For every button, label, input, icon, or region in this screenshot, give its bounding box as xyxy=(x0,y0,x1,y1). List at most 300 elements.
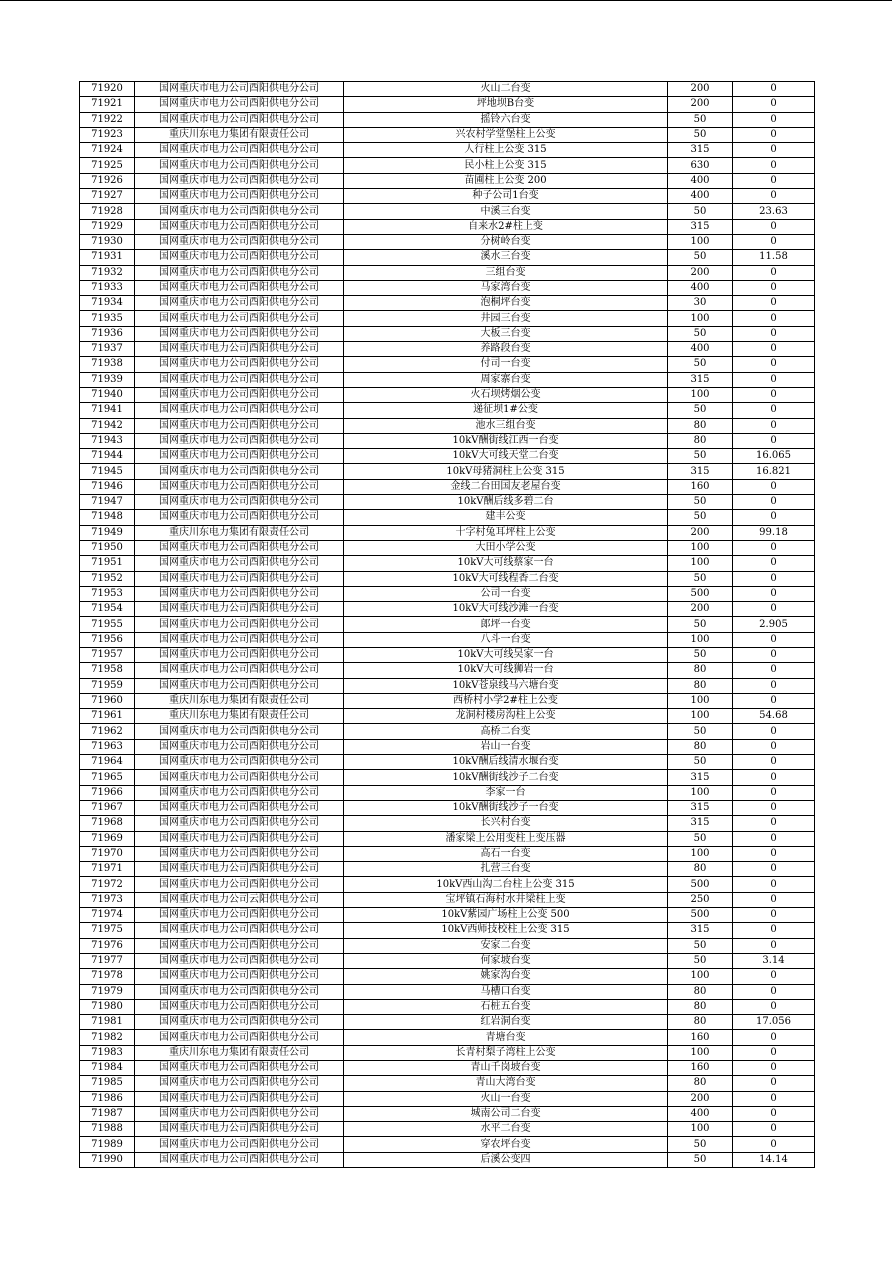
capacity-cell: 50 xyxy=(668,495,733,510)
table-row xyxy=(80,892,815,907)
transformer-name-cell: 井园三台变 xyxy=(344,311,668,326)
company-cell: 国网重庆市电力公司酉阳供电分公司 xyxy=(135,189,344,204)
row-id-cell: 71955 xyxy=(80,617,135,632)
table-row xyxy=(80,127,815,142)
transformer-name-cell: 马家湾台变 xyxy=(344,280,668,295)
table-row xyxy=(80,999,815,1014)
capacity-cell: 200 xyxy=(668,602,733,617)
capacity-cell: 80 xyxy=(668,739,733,754)
table-row xyxy=(80,923,815,938)
company-cell: 国网重庆市电力公司酉阳供电分公司 xyxy=(135,1015,344,1030)
company-cell: 国网重庆市电力公司酉阳供电分公司 xyxy=(135,556,344,571)
capacity-cell: 400 xyxy=(668,173,733,188)
value-cell: 0 xyxy=(733,143,815,158)
row-id-cell: 71933 xyxy=(80,280,135,295)
company-cell: 国网重庆市电力公司酉阳供电分公司 xyxy=(135,908,344,923)
transformer-name-cell: 潘家梁上公用变柱上变压器 xyxy=(344,831,668,846)
table-row xyxy=(80,296,815,311)
table-row xyxy=(80,403,815,418)
row-id-cell: 71935 xyxy=(80,311,135,326)
value-cell: 0 xyxy=(733,1030,815,1045)
company-cell: 国网重庆市电力公司酉阳供电分公司 xyxy=(135,112,344,127)
capacity-cell: 100 xyxy=(668,556,733,571)
transformer-name-cell: 石桩五台变 xyxy=(344,999,668,1014)
table-row xyxy=(80,158,815,173)
row-id-cell: 71985 xyxy=(80,1076,135,1091)
capacity-cell: 200 xyxy=(668,82,733,97)
row-id-cell: 71949 xyxy=(80,525,135,540)
value-cell: 0 xyxy=(733,800,815,815)
transformer-name-cell: 八斗一台变 xyxy=(344,632,668,647)
company-cell: 国网重庆市电力公司酉阳供电分公司 xyxy=(135,418,344,433)
company-cell: 国网重庆市电力公司酉阳供电分公司 xyxy=(135,647,344,662)
transformer-name-cell: 种子公司1台变 xyxy=(344,189,668,204)
table-row xyxy=(80,510,815,525)
value-cell: 0 xyxy=(733,342,815,357)
company-cell: 国网重庆市电力公司酉阳供电分公司 xyxy=(135,663,344,678)
value-cell: 0 xyxy=(733,678,815,693)
capacity-cell: 50 xyxy=(668,250,733,265)
company-cell: 国网重庆市电力公司酉阳供电分公司 xyxy=(135,449,344,464)
company-cell: 国网重庆市电力公司酉阳供电分公司 xyxy=(135,785,344,800)
transformer-name-cell: 龙洞村楼房沟柱上公变 xyxy=(344,709,668,724)
row-id-cell: 71982 xyxy=(80,1030,135,1045)
value-cell: 0 xyxy=(733,831,815,846)
value-cell: 0 xyxy=(733,908,815,923)
row-id-cell: 71942 xyxy=(80,418,135,433)
value-cell: 99.18 xyxy=(733,525,815,540)
value-cell: 0 xyxy=(733,816,815,831)
value-cell: 0 xyxy=(733,540,815,555)
table-row xyxy=(80,204,815,219)
transformer-name-cell: 金线二台田国友老屋台变 xyxy=(344,479,668,494)
value-cell: 0 xyxy=(733,1122,815,1137)
table-row xyxy=(80,418,815,433)
transformer-name-cell: 10kV酬街线沙子一台变 xyxy=(344,800,668,815)
table-row xyxy=(80,984,815,999)
transformer-name-cell: 摇铃六台变 xyxy=(344,112,668,127)
value-cell: 0 xyxy=(733,739,815,754)
capacity-cell: 80 xyxy=(668,862,733,877)
capacity-cell: 500 xyxy=(668,877,733,892)
table-row xyxy=(80,953,815,968)
capacity-cell: 50 xyxy=(668,953,733,968)
transformer-name-cell: 10kV母猪洞柱上公变 315 xyxy=(344,464,668,479)
table-row xyxy=(80,938,815,953)
row-id-cell: 71959 xyxy=(80,678,135,693)
capacity-cell: 100 xyxy=(668,709,733,724)
transformer-table xyxy=(79,81,815,1168)
company-cell: 国网重庆市电力公司酉阳供电分公司 xyxy=(135,280,344,295)
row-id-cell: 71979 xyxy=(80,984,135,999)
table-row xyxy=(80,755,815,770)
row-id-cell: 71980 xyxy=(80,999,135,1014)
value-cell: 54.68 xyxy=(733,709,815,724)
value-cell: 0 xyxy=(733,1106,815,1121)
table-row xyxy=(80,816,815,831)
value-cell: 0 xyxy=(733,265,815,280)
value-cell: 0 xyxy=(733,862,815,877)
table-row xyxy=(80,112,815,127)
company-cell: 国网重庆市电力公司酉阳供电分公司 xyxy=(135,969,344,984)
transformer-name-cell: 公司一台变 xyxy=(344,586,668,601)
value-cell: 0 xyxy=(733,693,815,708)
transformer-name-cell: 扎营三台变 xyxy=(344,862,668,877)
transformer-name-cell: 李家一台 xyxy=(344,785,668,800)
row-id-cell: 71951 xyxy=(80,556,135,571)
transformer-name-cell: 溪水三台变 xyxy=(344,250,668,265)
company-cell: 国网重庆市电力公司酉阳供电分公司 xyxy=(135,387,344,402)
transformer-name-cell: 养路段台变 xyxy=(344,342,668,357)
company-cell: 国网重庆市电力公司酉阳供电分公司 xyxy=(135,495,344,510)
row-id-cell: 71924 xyxy=(80,143,135,158)
company-cell: 国网重庆市电力公司酉阳供电分公司 xyxy=(135,204,344,219)
table-row xyxy=(80,219,815,234)
table-row xyxy=(80,739,815,754)
company-cell: 国网重庆市电力公司酉阳供电分公司 xyxy=(135,357,344,372)
row-id-cell: 71922 xyxy=(80,112,135,127)
row-id-cell: 71973 xyxy=(80,892,135,907)
capacity-cell: 50 xyxy=(668,617,733,632)
company-cell: 国网重庆市电力公司酉阳供电分公司 xyxy=(135,953,344,968)
capacity-cell: 100 xyxy=(668,846,733,861)
company-cell: 国网重庆市电力公司酉阳供电分公司 xyxy=(135,540,344,555)
company-cell: 国网重庆市电力公司酉阳供电分公司 xyxy=(135,342,344,357)
capacity-cell: 100 xyxy=(668,234,733,249)
value-cell: 0 xyxy=(733,127,815,142)
value-cell: 0 xyxy=(733,510,815,525)
row-id-cell: 71988 xyxy=(80,1122,135,1137)
value-cell: 0 xyxy=(733,403,815,418)
company-cell: 国网重庆市电力公司酉阳供电分公司 xyxy=(135,311,344,326)
capacity-cell: 80 xyxy=(668,999,733,1014)
value-cell: 0 xyxy=(733,296,815,311)
row-id-cell: 71983 xyxy=(80,1045,135,1060)
company-cell: 国网重庆市电力公司酉阳供电分公司 xyxy=(135,984,344,999)
transformer-name-cell: 周家寨台变 xyxy=(344,372,668,387)
capacity-cell: 315 xyxy=(668,219,733,234)
transformer-name-cell: 10kV大可线程香二台变 xyxy=(344,571,668,586)
transformer-name-cell: 10kV西山沟二台柱上公变 315 xyxy=(344,877,668,892)
company-cell: 国网重庆市电力公司酉阳供电分公司 xyxy=(135,1030,344,1045)
capacity-cell: 200 xyxy=(668,97,733,112)
row-id-cell: 71984 xyxy=(80,1061,135,1076)
company-cell: 国网重庆市电力公司酉阳供电分公司 xyxy=(135,219,344,234)
row-id-cell: 71965 xyxy=(80,770,135,785)
transformer-name-cell: 西桥村小学2#柱上公变 xyxy=(344,693,668,708)
value-cell: 0 xyxy=(733,418,815,433)
table-row xyxy=(80,586,815,601)
company-cell: 国网重庆市电力公司酉阳供电分公司 xyxy=(135,250,344,265)
table-row xyxy=(80,479,815,494)
table-row xyxy=(80,357,815,372)
transformer-name-cell: 高桥二台变 xyxy=(344,724,668,739)
row-id-cell: 71989 xyxy=(80,1137,135,1152)
table-row xyxy=(80,280,815,295)
capacity-cell: 315 xyxy=(668,372,733,387)
transformer-name-cell: 建丰公变 xyxy=(344,510,668,525)
row-id-cell: 71961 xyxy=(80,709,135,724)
transformer-name-cell: 人行柱上公变 315 xyxy=(344,143,668,158)
company-cell: 国网重庆市电力公司酉阳供电分公司 xyxy=(135,800,344,815)
transformer-name-cell: 马槽口台变 xyxy=(344,984,668,999)
value-cell: 14.14 xyxy=(733,1152,815,1167)
value-cell: 0 xyxy=(733,632,815,647)
row-id-cell: 71960 xyxy=(80,693,135,708)
row-id-cell: 71923 xyxy=(80,127,135,142)
transformer-name-cell: 分树岭台变 xyxy=(344,234,668,249)
table-row xyxy=(80,342,815,357)
value-cell: 3.14 xyxy=(733,953,815,968)
company-cell: 国网重庆市电力公司酉阳供电分公司 xyxy=(135,433,344,448)
transformer-name-cell: 中溪三台变 xyxy=(344,204,668,219)
transformer-name-cell: 10kV大可线狮岩一台 xyxy=(344,663,668,678)
value-cell: 0 xyxy=(733,1091,815,1106)
table-row xyxy=(80,1152,815,1167)
value-cell: 17.056 xyxy=(733,1015,815,1030)
table-row xyxy=(80,1137,815,1152)
transformer-name-cell: 10kV大可线吴家一台 xyxy=(344,647,668,662)
value-cell: 0 xyxy=(733,311,815,326)
transformer-name-cell: 10kV西师技校柱上公变 315 xyxy=(344,923,668,938)
row-id-cell: 71981 xyxy=(80,1015,135,1030)
capacity-cell: 100 xyxy=(668,785,733,800)
company-cell: 重庆川东电力集团有限责任公司 xyxy=(135,709,344,724)
table-row xyxy=(80,525,815,540)
capacity-cell: 315 xyxy=(668,923,733,938)
transformer-name-cell: 坪地坝B台变 xyxy=(344,97,668,112)
capacity-cell: 100 xyxy=(668,969,733,984)
row-id-cell: 71925 xyxy=(80,158,135,173)
capacity-cell: 100 xyxy=(668,311,733,326)
transformer-name-cell: 安家二台变 xyxy=(344,938,668,953)
row-id-cell: 71929 xyxy=(80,219,135,234)
capacity-cell: 50 xyxy=(668,204,733,219)
transformer-name-cell: 兴农村学堂堡柱上公变 xyxy=(344,127,668,142)
row-id-cell: 71963 xyxy=(80,739,135,754)
table-row xyxy=(80,540,815,555)
row-id-cell: 71978 xyxy=(80,969,135,984)
capacity-cell: 250 xyxy=(668,892,733,907)
value-cell: 0 xyxy=(733,1137,815,1152)
value-cell: 0 xyxy=(733,770,815,785)
row-id-cell: 71943 xyxy=(80,433,135,448)
company-cell: 国网重庆市电力公司酉阳供电分公司 xyxy=(135,602,344,617)
table-row xyxy=(80,1076,815,1091)
row-id-cell: 71950 xyxy=(80,540,135,555)
value-cell: 0 xyxy=(733,112,815,127)
transformer-name-cell: 青山大湾台变 xyxy=(344,1076,668,1091)
table-row xyxy=(80,693,815,708)
row-id-cell: 71972 xyxy=(80,877,135,892)
row-id-cell: 71932 xyxy=(80,265,135,280)
capacity-cell: 50 xyxy=(668,755,733,770)
transformer-name-cell: 高石一台变 xyxy=(344,846,668,861)
capacity-cell: 50 xyxy=(668,112,733,127)
value-cell: 0 xyxy=(733,357,815,372)
row-id-cell: 71926 xyxy=(80,173,135,188)
value-cell: 0 xyxy=(733,724,815,739)
capacity-cell: 80 xyxy=(668,678,733,693)
value-cell: 0 xyxy=(733,82,815,97)
table-row xyxy=(80,372,815,387)
capacity-cell: 630 xyxy=(668,158,733,173)
company-cell: 国网重庆市电力公司酉阳供电分公司 xyxy=(135,479,344,494)
row-id-cell: 71948 xyxy=(80,510,135,525)
row-id-cell: 71969 xyxy=(80,831,135,846)
row-id-cell: 71964 xyxy=(80,755,135,770)
row-id-cell: 71936 xyxy=(80,326,135,341)
value-cell: 0 xyxy=(733,846,815,861)
row-id-cell: 71968 xyxy=(80,816,135,831)
value-cell: 0 xyxy=(733,189,815,204)
capacity-cell: 160 xyxy=(668,1061,733,1076)
value-cell: 0 xyxy=(733,97,815,112)
table-row xyxy=(80,250,815,265)
transformer-name-cell: 10kV大可线沙滩一台变 xyxy=(344,602,668,617)
row-id-cell: 71939 xyxy=(80,372,135,387)
row-id-cell: 71931 xyxy=(80,250,135,265)
row-id-cell: 71971 xyxy=(80,862,135,877)
capacity-cell: 80 xyxy=(668,433,733,448)
capacity-cell: 50 xyxy=(668,357,733,372)
company-cell: 国网重庆市电力公司酉阳供电分公司 xyxy=(135,82,344,97)
table-row xyxy=(80,1030,815,1045)
row-id-cell: 71987 xyxy=(80,1106,135,1121)
capacity-cell: 315 xyxy=(668,143,733,158)
value-cell: 0 xyxy=(733,755,815,770)
capacity-cell: 315 xyxy=(668,464,733,479)
table-row xyxy=(80,877,815,892)
table-row xyxy=(80,663,815,678)
row-id-cell: 71954 xyxy=(80,602,135,617)
transformer-name-cell: 大板三台变 xyxy=(344,326,668,341)
row-id-cell: 71927 xyxy=(80,189,135,204)
row-id-cell: 71966 xyxy=(80,785,135,800)
company-cell: 国网重庆市电力公司酉阳供电分公司 xyxy=(135,403,344,418)
table-row xyxy=(80,709,815,724)
row-id-cell: 71974 xyxy=(80,908,135,923)
row-id-cell: 71945 xyxy=(80,464,135,479)
capacity-cell: 50 xyxy=(668,724,733,739)
capacity-cell: 400 xyxy=(668,189,733,204)
company-cell: 国网重庆市电力公司酉阳供电分公司 xyxy=(135,862,344,877)
capacity-cell: 50 xyxy=(668,647,733,662)
value-cell: 0 xyxy=(733,923,815,938)
table-body xyxy=(80,82,815,1168)
table-row xyxy=(80,1015,815,1030)
value-cell: 0 xyxy=(733,663,815,678)
table-row xyxy=(80,234,815,249)
transformer-name-cell: 10kV酬街线江西一台变 xyxy=(344,433,668,448)
table-row xyxy=(80,908,815,923)
value-cell: 0 xyxy=(733,433,815,448)
capacity-cell: 80 xyxy=(668,1015,733,1030)
transformer-name-cell: 后溪公变四 xyxy=(344,1152,668,1167)
transformer-name-cell: 青山千岗坡台变 xyxy=(344,1061,668,1076)
value-cell: 0 xyxy=(733,602,815,617)
transformer-name-cell: 火山一台变 xyxy=(344,1091,668,1106)
transformer-name-cell: 火山二台变 xyxy=(344,82,668,97)
row-id-cell: 71941 xyxy=(80,403,135,418)
table-row xyxy=(80,556,815,571)
value-cell: 0 xyxy=(733,969,815,984)
company-cell: 国网重庆市电力公司酉阳供电分公司 xyxy=(135,326,344,341)
table-row xyxy=(80,82,815,97)
value-cell: 0 xyxy=(733,1076,815,1091)
table-row xyxy=(80,617,815,632)
company-cell: 国网重庆市电力公司酉阳供电分公司 xyxy=(135,1106,344,1121)
page-top-rule xyxy=(0,0,892,1)
row-id-cell: 71958 xyxy=(80,663,135,678)
value-cell: 0 xyxy=(733,586,815,601)
table-row xyxy=(80,143,815,158)
row-id-cell: 71921 xyxy=(80,97,135,112)
transformer-name-cell: 10kV大可线蔡家一台 xyxy=(344,556,668,571)
row-id-cell: 71934 xyxy=(80,296,135,311)
company-cell: 重庆川东电力集团有限责任公司 xyxy=(135,1045,344,1060)
company-cell: 国网重庆市电力公司酉阳供电分公司 xyxy=(135,632,344,647)
row-id-cell: 71977 xyxy=(80,953,135,968)
transformer-name-cell: 三组台变 xyxy=(344,265,668,280)
company-cell: 国网重庆市电力公司酉阳供电分公司 xyxy=(135,1076,344,1091)
value-cell: 0 xyxy=(733,372,815,387)
table-row xyxy=(80,785,815,800)
capacity-cell: 400 xyxy=(668,342,733,357)
value-cell: 16.821 xyxy=(733,464,815,479)
value-cell: 0 xyxy=(733,1061,815,1076)
transformer-name-cell: 10kV酬后线清水堰台变 xyxy=(344,755,668,770)
table-row xyxy=(80,433,815,448)
capacity-cell: 200 xyxy=(668,1091,733,1106)
row-id-cell: 71986 xyxy=(80,1091,135,1106)
table-row xyxy=(80,602,815,617)
table-row xyxy=(80,189,815,204)
capacity-cell: 160 xyxy=(668,1030,733,1045)
capacity-cell: 315 xyxy=(668,816,733,831)
value-cell: 0 xyxy=(733,892,815,907)
value-cell: 0 xyxy=(733,999,815,1014)
table-row xyxy=(80,97,815,112)
transformer-name-cell: 大田小学公变 xyxy=(344,540,668,555)
company-cell: 国网重庆市电力公司酉阳供电分公司 xyxy=(135,877,344,892)
transformer-name-cell: 水平二台变 xyxy=(344,1122,668,1137)
company-cell: 国网重庆市电力公司酉阳供电分公司 xyxy=(135,755,344,770)
company-cell: 国网重庆市电力公司酉阳供电分公司 xyxy=(135,571,344,586)
table-row xyxy=(80,632,815,647)
capacity-cell: 50 xyxy=(668,938,733,953)
company-cell: 国网重庆市电力公司酉阳供电分公司 xyxy=(135,816,344,831)
capacity-cell: 500 xyxy=(668,586,733,601)
value-cell: 0 xyxy=(733,219,815,234)
capacity-cell: 100 xyxy=(668,632,733,647)
company-cell: 国网重庆市电力公司酉阳供电分公司 xyxy=(135,724,344,739)
value-cell: 0 xyxy=(733,387,815,402)
transformer-name-cell: 自来水2#柱上变 xyxy=(344,219,668,234)
capacity-cell: 500 xyxy=(668,908,733,923)
row-id-cell: 71920 xyxy=(80,82,135,97)
table-row xyxy=(80,387,815,402)
table-row xyxy=(80,724,815,739)
value-cell: 0 xyxy=(733,495,815,510)
company-cell: 国网重庆市电力公司酉阳供电分公司 xyxy=(135,586,344,601)
transformer-name-cell: 苗圃柱上公变 200 xyxy=(344,173,668,188)
company-cell: 国网重庆市电力公司酉阳供电分公司 xyxy=(135,234,344,249)
transformer-name-cell: 泡桐坪台变 xyxy=(344,296,668,311)
table-row xyxy=(80,1106,815,1121)
company-cell: 国网重庆市电力公司酉阳供电分公司 xyxy=(135,831,344,846)
capacity-cell: 100 xyxy=(668,540,733,555)
